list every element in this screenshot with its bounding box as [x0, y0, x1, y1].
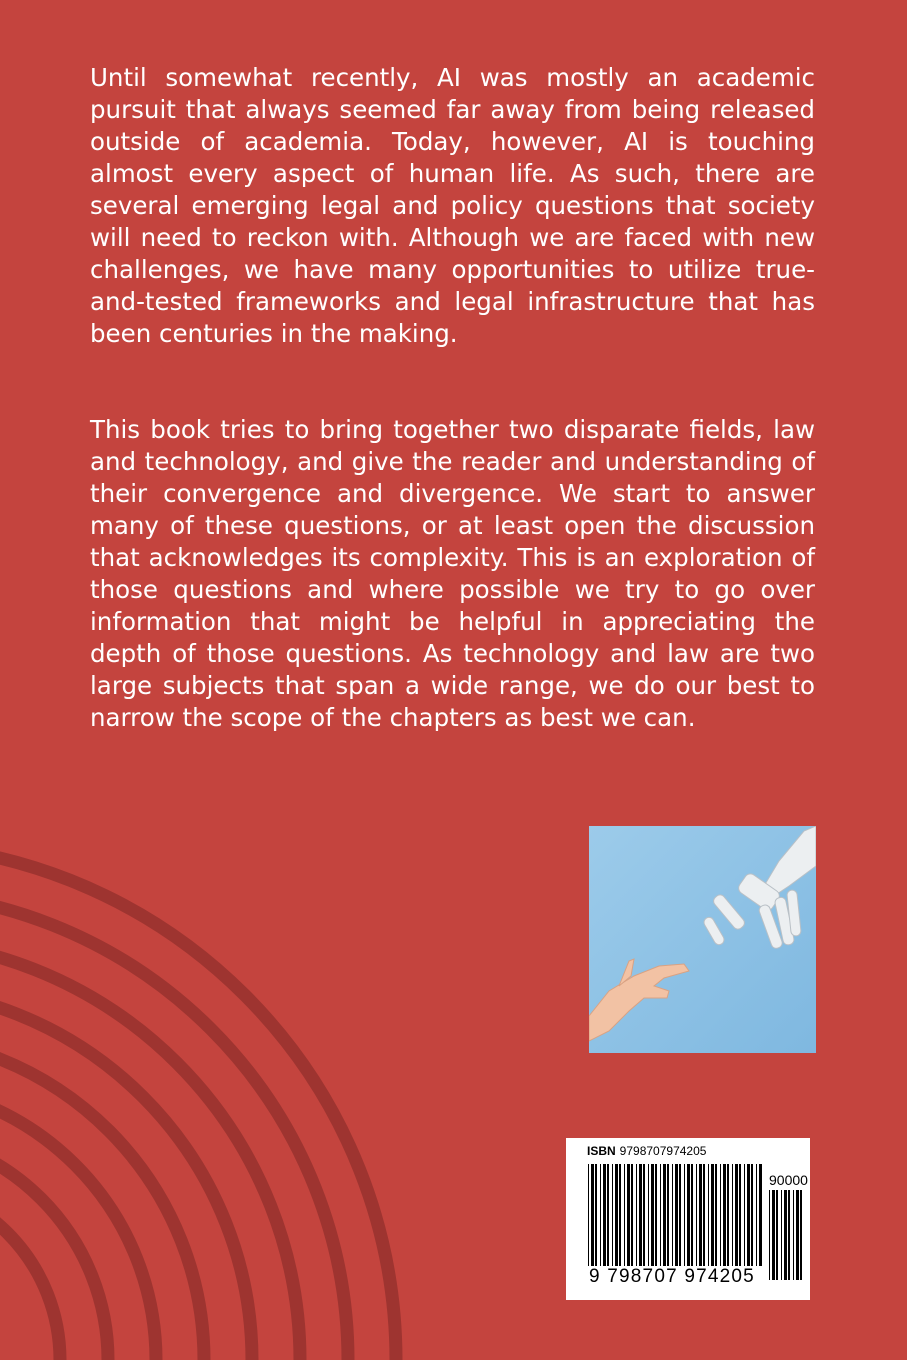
barcode-bar — [793, 1190, 794, 1280]
barcode-bar — [660, 1164, 661, 1266]
barcode-bar — [607, 1164, 609, 1266]
barcode-bar — [684, 1164, 685, 1266]
price-code: 90000 — [769, 1172, 808, 1188]
barcode-digits: 9 798707 974205 — [589, 1266, 755, 1287]
barcode-bar — [639, 1164, 642, 1266]
barcode-bar — [595, 1164, 597, 1266]
isbn-label: ISBN — [587, 1144, 616, 1158]
arc-ring — [0, 1084, 156, 1360]
barcode-bar — [796, 1190, 799, 1280]
barcode-bar — [720, 1164, 721, 1266]
barcode-bar — [624, 1164, 625, 1266]
isbn-number: 9798707974205 — [619, 1144, 707, 1158]
barcode-bar — [727, 1164, 729, 1266]
barcode-bar — [600, 1164, 601, 1266]
barcode-bar — [772, 1190, 775, 1280]
barcode-bar — [636, 1164, 637, 1266]
barcode-bar — [800, 1190, 802, 1280]
barcode-bar — [627, 1164, 630, 1266]
barcode-bar — [751, 1164, 753, 1266]
barcode-bar — [631, 1164, 633, 1266]
barcode-bar — [667, 1164, 669, 1266]
barcode-bar — [744, 1164, 745, 1266]
barcode-bar — [723, 1164, 726, 1266]
arc-ring — [0, 988, 252, 1360]
barcode-bar — [699, 1164, 702, 1266]
barcode-bar — [687, 1164, 690, 1266]
barcode-bar — [672, 1164, 673, 1266]
barcode-bar — [655, 1164, 657, 1266]
barcode-bar — [715, 1164, 717, 1266]
barcode-bar — [603, 1164, 606, 1266]
barcode-bar — [776, 1190, 778, 1280]
barcode-bar — [747, 1164, 750, 1266]
barcode-bar — [696, 1164, 697, 1266]
barcode-bar — [756, 1164, 757, 1266]
isbn-barcode — [566, 1138, 810, 1300]
barcode-bar — [663, 1164, 666, 1266]
barcode-bar — [591, 1164, 594, 1266]
barcode-bar — [612, 1164, 613, 1266]
barcode-bar — [781, 1190, 782, 1280]
barcode-bar — [784, 1190, 787, 1280]
blurb-paragraph-2: This book tries to bring together two disparate fields, law and technology, and give the reader and understanding of their convergence and divergence. We start to answer many of these questions, or at least open the discussion that acknowledges its complexity. This is an exploration of those questions and where possible we try to go over information that might be helpful in appreciating the depth of those questions. As technology and law are two large subjects that span a wide range, we do our best to narrow the scope of the chapters as best we can. — [90, 415, 815, 732]
barcode-bar — [735, 1164, 738, 1266]
barcode-bar — [675, 1164, 678, 1266]
barcode-bar — [739, 1164, 741, 1266]
barcode-bar — [648, 1164, 649, 1266]
barcode-bar — [759, 1164, 762, 1266]
barcode-bar — [732, 1164, 733, 1266]
barcode-bar — [711, 1164, 714, 1266]
robot-human-hands-photo — [589, 826, 816, 1053]
barcode-bar — [615, 1164, 618, 1266]
barcode-bar — [643, 1164, 645, 1266]
barcode-bar — [691, 1164, 693, 1266]
barcode-bar — [619, 1164, 621, 1266]
barcode-bar — [679, 1164, 681, 1266]
barcode-bar — [708, 1164, 709, 1266]
barcode-bar — [788, 1190, 790, 1280]
barcode-bar — [588, 1164, 589, 1266]
barcode-bar — [651, 1164, 654, 1266]
blurb-paragraph-1: Until somewhat recently, AI was mostly an academic pursuit that always seemed far away from being released outside of academia. Today, however, AI is touching almost every aspect of human life. As such, there are several emerging legal and policy questions that society will need to reckon with. Although we are faced with new challenges, we have many opportunities to utilize true-and-tested frameworks and legal infrastructure that has been centuries in the making. — [90, 63, 815, 348]
barcode-bar — [769, 1190, 770, 1280]
barcode-bar — [703, 1164, 705, 1266]
